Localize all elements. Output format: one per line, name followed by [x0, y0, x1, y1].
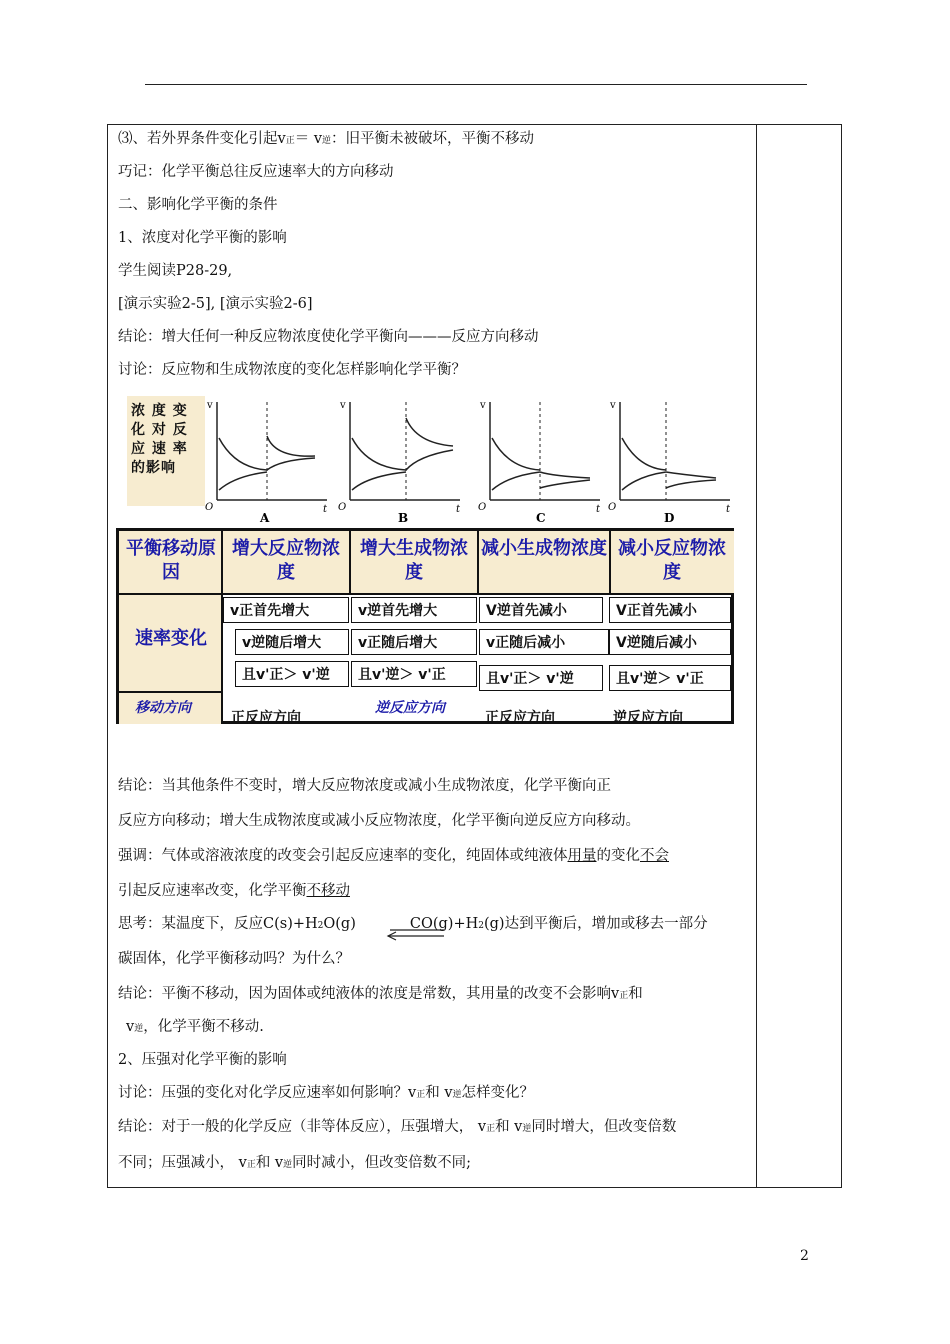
cell-a1: v正首先增大 — [223, 597, 349, 623]
header-decrease-reactant: 减小反应物浓度 — [618, 538, 726, 583]
axis-t: t — [596, 504, 601, 515]
origin: O — [338, 502, 347, 513]
pressure-conclusion-1: 结论：对于一般的化学反应（非等体反应），压强增大， v正和 v逆同时增大，但改变倍数 — [118, 1119, 677, 1135]
line-6: [演示实验2-5], [演示实验2-6] — [118, 296, 313, 312]
graph-name: A — [260, 511, 270, 525]
pressure-discuss: 讨论：压强的变化对化学反应速率如何影响？v正和 v逆怎样变化？ — [118, 1085, 535, 1101]
pressure-title: 2、压强对化学平衡的影响 — [118, 1052, 287, 1068]
header-decrease-product: 减小生成物浓度 — [481, 538, 607, 559]
cell-d2: V逆随后减小 — [609, 629, 731, 655]
cell-a-dir: 正反应方向 — [231, 710, 301, 726]
header-rule — [145, 84, 807, 85]
line-5: 学生阅读P28-29, — [118, 263, 233, 279]
cell-d3: 且v'逆＞ v'正 — [609, 665, 731, 691]
line-4: 1、浓度对化学平衡的影响 — [118, 230, 287, 246]
cell-a3: 且v'正＞ v'逆 — [235, 661, 349, 687]
row-rate-change: 速率变化 — [135, 628, 207, 649]
axis-t: t — [726, 504, 731, 515]
cell-d-dir: 逆反应方向 — [613, 710, 683, 726]
conclusion-1: 结论：当其他条件不变时，增大反应物浓度或减小生成物浓度，化学平衡向正 — [118, 778, 611, 794]
line-8: 讨论：反应物和生成物浓度的变化怎样影响化学平衡？ — [118, 362, 466, 378]
conclusion-2: 反应方向移动；增大生成物浓度或减小反应物浓度，化学平衡向逆反应方向移动。 — [118, 813, 640, 829]
line-2: 巧记：化学平衡总往反应速率大的方向移动 — [118, 164, 394, 180]
graph-c — [478, 398, 608, 526]
cell-d1: V正首先减小 — [609, 597, 731, 623]
column-divider — [756, 124, 757, 1188]
think-2: 碳固体，化学平衡移动吗？为什么？ — [118, 951, 350, 967]
cell-a2: v逆随后增大 — [235, 629, 349, 655]
cell-b-dir: 逆反应方向 — [375, 700, 445, 716]
graph-label: 浓 度 变 化 对 反 应 速 率 的影响 — [127, 396, 205, 506]
row-shift-direction: 移动方向 — [135, 700, 191, 716]
cell-c1: V逆首先减小 — [479, 597, 603, 623]
cell-b2: v正随后增大 — [351, 629, 477, 655]
cell-b3: 且v'逆＞ v'正 — [351, 661, 477, 687]
origin: O — [608, 502, 617, 513]
header-increase-product: 增大生成物浓度 — [360, 538, 468, 583]
graph-d — [608, 398, 738, 526]
axis-v: v — [340, 400, 346, 411]
think-1: 思考：某温度下，反应C(s)+H2O(g) CO(g)+H2(g)达到平衡后，增加或移去一部分 — [118, 916, 708, 932]
line-1: ⑶、若外界条件变化引起v正＝ v逆：旧平衡未被破坏，平衡不移动 — [118, 131, 535, 147]
graph-a — [205, 398, 335, 526]
page-number: 2 — [800, 1248, 809, 1264]
axis-v: v — [480, 400, 486, 411]
graph-name: B — [398, 511, 409, 525]
line-3: 二、影响化学平衡的条件 — [118, 197, 278, 213]
axis-t: t — [456, 504, 461, 515]
axis-v: v — [610, 400, 616, 411]
emphasis-1: 强调：气体或溶液浓度的改变会引起反应速率的变化，纯固体或纯液体用量的变化不会 — [118, 848, 669, 864]
graph-name: C — [536, 511, 546, 525]
axis-t: t — [323, 504, 328, 515]
header-cause: 平衡移动原因 — [126, 538, 216, 583]
result-1: 结论：平衡不移动，因为固体或纯液体的浓度是常数，其用量的改变不会影响v正和 — [118, 986, 643, 1002]
emphasis-2: 引起反应速率改变，化学平衡不移动 — [118, 883, 350, 899]
shift-table — [116, 528, 734, 724]
cell-c2: v正随后减小 — [479, 629, 609, 655]
line-7: 结论：增大任何一种反应物浓度使化学平衡向———反应方向移动 — [118, 329, 539, 345]
axis-v: v — [207, 400, 213, 411]
equilibrium-arrow-icon — [386, 926, 448, 942]
graph-b — [338, 398, 468, 526]
pressure-conclusion-2: 不同；压强减小， v正和 v逆同时减小，但改变倍数不同; — [118, 1155, 472, 1171]
cell-c3: 且v'正＞ v'逆 — [479, 665, 603, 691]
result-2: v逆，化学平衡不移动. — [126, 1019, 264, 1035]
cell-c-dir: 正反应方向 — [485, 710, 555, 726]
origin: O — [478, 502, 487, 513]
graph-name: D — [664, 511, 675, 525]
origin: O — [205, 502, 214, 513]
header-increase-reactant: 增大反应物浓度 — [232, 538, 340, 583]
cell-b1: v逆首先增大 — [351, 597, 477, 623]
